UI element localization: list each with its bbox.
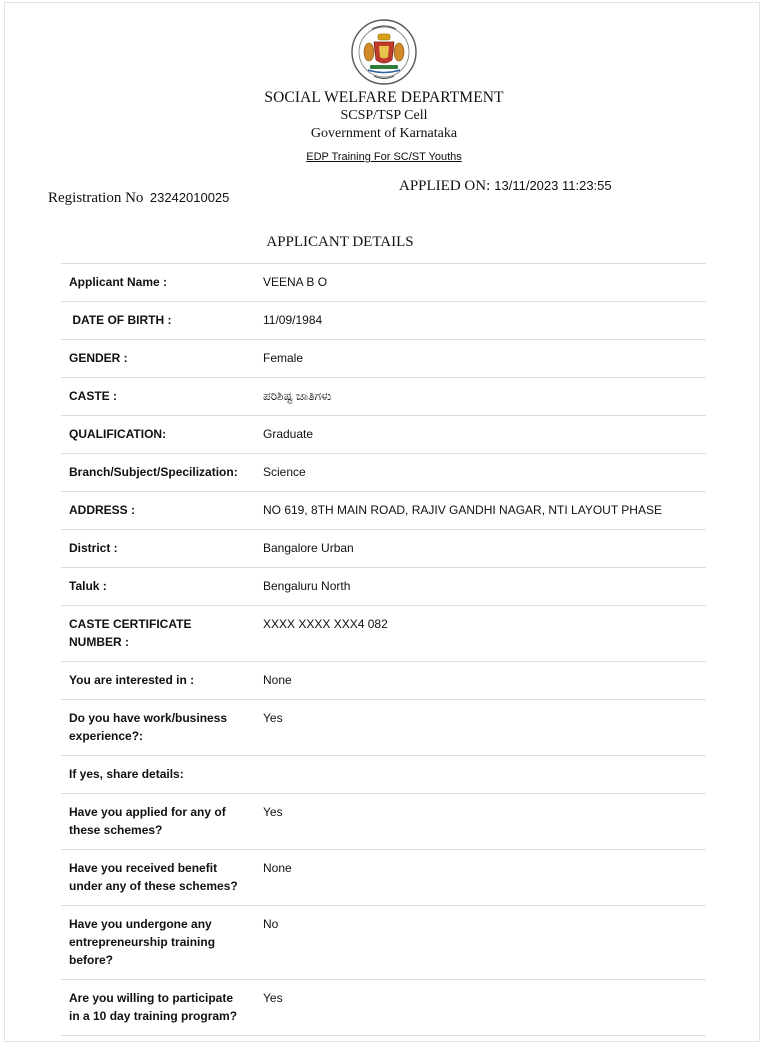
applicant-details-table (61, 263, 706, 1036)
applied-on (399, 177, 612, 195)
row-value: XXXX XXXX XXX4 082 (263, 617, 388, 631)
row-label: Have you applied for any of these schemes? (69, 805, 226, 837)
row-value: NO 619, 8TH MAIN ROAD, RAJIV GANDHI NAGAR, NTI LAYOUT PHASE (263, 503, 662, 517)
registration-value: 23242010025 (149, 190, 230, 205)
row-label: CASTE : (69, 389, 117, 403)
row-value: Science (263, 465, 306, 479)
row-value: Yes (263, 711, 283, 725)
row-value: None (263, 673, 292, 687)
applied-on-label: APPLIED ON: (399, 178, 491, 194)
table-row (61, 662, 706, 700)
applied-on-value: 13/11/2023 11:23:55 (494, 178, 612, 193)
government-name: Government of Karnataka (310, 126, 458, 141)
row-value: 11/09/1984 (263, 313, 323, 327)
row-label: ADDRESS : (69, 503, 136, 517)
row-label: Branch/Subject/Specilization: (69, 465, 238, 479)
table-row (61, 530, 706, 568)
table-row (61, 568, 706, 606)
row-value: Bangalore Urban (263, 541, 354, 555)
row-label: QUALIFICATION: (69, 427, 167, 441)
table-row (61, 850, 706, 906)
row-value: None (263, 861, 292, 875)
table-row (61, 378, 706, 416)
row-value: Graduate (263, 427, 314, 441)
row-value: Yes (263, 991, 283, 1005)
row-label: If yes, share details: (69, 767, 184, 781)
table-row (61, 264, 706, 302)
table-row (61, 906, 706, 980)
row-value: VEENA B O (263, 275, 328, 289)
row-label: District : (69, 541, 118, 555)
row-label: You are interested in : (69, 673, 195, 687)
table-row (61, 606, 706, 662)
row-label: Have you received benefit under any of these schemes? (69, 861, 238, 893)
table-row (61, 980, 706, 1036)
department-title: SOCIAL WELFARE DEPARTMENT (264, 89, 504, 106)
registration-number (48, 189, 229, 207)
row-label: Applicant Name : (69, 275, 168, 289)
row-label: Taluk : (69, 579, 107, 593)
table-row (61, 756, 706, 794)
row-value: ಪರಿಶಿಷ್ಟ ಜಾತಿಗಳು (263, 389, 332, 403)
row-value: Female (263, 351, 304, 365)
row-value: No (263, 917, 279, 931)
table-row (61, 454, 706, 492)
row-value (255, 756, 706, 794)
row-label: Have you undergone any entrepreneurship training before? (69, 917, 216, 967)
row-label: Are you willing to participate in a 10 day training program? (69, 991, 238, 1023)
table-row (61, 700, 706, 756)
section-title: APPLICANT DETAILS (266, 234, 414, 250)
karnataka-emblem-icon (350, 18, 418, 86)
table-row (61, 340, 706, 378)
row-label: CASTE CERTIFICATE NUMBER : (69, 617, 192, 649)
cell-name: SCSP/TSP Cell (340, 108, 428, 123)
row-label: DATE OF BIRTH : (69, 313, 172, 327)
registration-label: Registration No (48, 190, 144, 206)
table-row (61, 302, 706, 340)
program-link[interactable]: EDP Training For SC/ST Youths (306, 151, 462, 163)
row-label: Do you have work/business experience?: (69, 711, 228, 743)
row-label: GENDER : (69, 351, 128, 365)
table-row (61, 794, 706, 850)
row-value: Bengaluru North (263, 579, 351, 593)
table-row (61, 492, 706, 530)
row-value: Yes (263, 805, 283, 819)
table-row (61, 416, 706, 454)
